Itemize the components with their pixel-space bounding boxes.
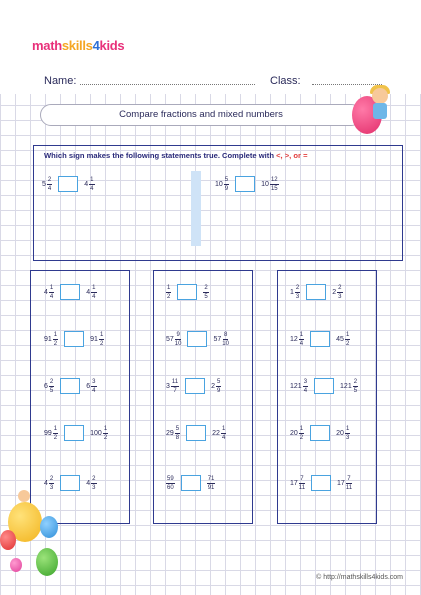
top-exercise-box — [33, 145, 403, 261]
numerator: 5 — [217, 378, 221, 385]
mixed-number — [336, 332, 350, 347]
red-balloon-icon — [0, 530, 16, 550]
answer-box[interactable] — [310, 331, 330, 347]
mixed-number — [44, 332, 58, 347]
fraction — [337, 285, 342, 300]
answer-box[interactable] — [185, 378, 205, 394]
denominator: 15 — [270, 185, 278, 192]
scroll-strip — [191, 171, 201, 246]
denominator: 4 — [221, 434, 226, 441]
whole-part: 17 — [290, 479, 298, 487]
comparison-item — [166, 331, 229, 347]
numerator: 5 — [224, 176, 229, 183]
numerator: 1 — [92, 284, 96, 291]
numerator: 2 — [92, 475, 96, 482]
mixed-number — [290, 332, 304, 347]
fraction — [91, 476, 96, 491]
comparison-item — [290, 425, 350, 441]
whole-part: 12 — [290, 335, 298, 343]
numerator: 1 — [167, 284, 171, 291]
whole-part: 1 — [290, 288, 294, 296]
comparison-item — [215, 176, 279, 192]
mixed-number — [86, 476, 96, 491]
whole-part: 100 — [90, 429, 102, 437]
numerator: 3 — [303, 378, 308, 385]
whole-part: 2 — [332, 288, 337, 296]
fraction — [299, 332, 304, 347]
whole-part: 4 — [86, 479, 91, 487]
logo-skills: skills — [61, 38, 93, 53]
whole-part: 121 — [340, 382, 352, 390]
denominator: 4 — [92, 387, 96, 394]
numerator: 2 — [49, 475, 54, 482]
mixed-number — [290, 426, 304, 441]
denominator: 4 — [299, 340, 304, 347]
comparison-item — [44, 284, 97, 300]
boy-icon — [18, 490, 30, 502]
numerator: 1 — [345, 425, 350, 432]
mixed-number — [86, 285, 96, 300]
fraction — [203, 285, 208, 300]
fraction — [175, 332, 182, 347]
comparison-item — [42, 176, 95, 192]
fraction — [99, 332, 104, 347]
denominator: 11 — [298, 484, 306, 491]
denominator: 10 — [174, 340, 182, 347]
numerator: 1 — [99, 331, 104, 338]
fraction — [221, 426, 226, 441]
answer-box[interactable] — [314, 378, 334, 394]
denominator: 8 — [175, 434, 180, 441]
answer-box[interactable] — [177, 284, 197, 300]
numerator: 1 — [345, 331, 350, 338]
whole-part: 17 — [337, 479, 345, 487]
fraction — [166, 476, 175, 491]
mixed-number — [166, 332, 181, 347]
green-balloon-icon — [36, 548, 58, 576]
fraction — [295, 285, 300, 300]
mixed-number — [212, 426, 226, 441]
numerator: 2 — [204, 284, 208, 291]
answer-box[interactable] — [64, 331, 84, 347]
denominator: 2 — [299, 434, 304, 441]
fraction — [224, 177, 229, 192]
numerator: 1 — [53, 425, 58, 432]
answer-box[interactable] — [58, 176, 78, 192]
denominator: 2 — [167, 293, 171, 300]
numerator: 1 — [53, 331, 58, 338]
mixed-number — [44, 476, 54, 491]
answer-box[interactable] — [64, 425, 84, 441]
fraction — [345, 332, 350, 347]
comparison-item — [166, 284, 209, 300]
worksheet-title: Compare fractions and mixed numbers — [40, 104, 362, 126]
numerator: 59 — [167, 475, 174, 482]
denominator: 3 — [345, 434, 350, 441]
fraction — [49, 476, 54, 491]
numerator: 5 — [175, 425, 180, 432]
logo-4: 4 — [92, 38, 100, 53]
mixed-number — [332, 285, 342, 300]
fraction — [47, 177, 52, 192]
mixed-number — [90, 426, 108, 441]
fraction — [49, 379, 54, 394]
mixed-number — [336, 426, 350, 441]
comparison-item — [290, 475, 352, 491]
logo-math: math — [32, 38, 62, 53]
denominator: 5 — [49, 387, 54, 394]
fraction — [53, 426, 58, 441]
fraction — [53, 332, 58, 347]
denominator: 4 — [90, 185, 94, 192]
whole-part: 91 — [90, 335, 98, 343]
mixed-number — [42, 177, 52, 192]
whole-part: 20 — [290, 429, 298, 437]
comparison-item — [290, 331, 350, 347]
name-field[interactable] — [80, 84, 255, 85]
fraction — [353, 379, 358, 394]
fraction — [346, 476, 352, 491]
whole-part: 4 — [44, 288, 48, 296]
mixed-number — [90, 332, 104, 347]
mixed-number — [290, 476, 305, 491]
numerator: 12 — [270, 176, 278, 183]
mixed-number — [290, 285, 300, 300]
numerator: 71 — [207, 475, 215, 482]
kid-balloons-illustration — [0, 490, 70, 595]
denominator: 2 — [103, 434, 108, 441]
denominator: 4 — [303, 387, 308, 394]
answer-box[interactable] — [235, 176, 255, 192]
whole-part: 91 — [44, 335, 52, 343]
whole-part: 3 — [166, 382, 170, 390]
numerator: 2 — [295, 284, 300, 291]
comparison-item — [44, 475, 97, 491]
whole-part: 4 — [84, 180, 89, 188]
whole-part: 20 — [336, 429, 344, 437]
denominator: 4 — [47, 185, 52, 192]
comparison-item — [166, 378, 221, 394]
header-band — [0, 0, 421, 68]
footer-url: © http://mathskills4kids.com — [316, 574, 403, 581]
fraction — [103, 426, 108, 441]
denominator: 91 — [207, 484, 215, 491]
denominator: 2 — [345, 340, 350, 347]
denominator: 9 — [224, 185, 229, 192]
comparison-item — [44, 425, 108, 441]
mixed-number — [44, 426, 58, 441]
denominator: 4 — [49, 293, 54, 300]
comparison-item — [290, 378, 358, 394]
numerator: 2 — [49, 378, 54, 385]
mixed-number — [166, 285, 171, 300]
comparison-item — [290, 284, 343, 300]
answer-box[interactable] — [186, 425, 206, 441]
whole-part: 4 — [44, 479, 48, 487]
denominator: 2 — [53, 340, 58, 347]
comparison-item — [44, 378, 97, 394]
fraction — [91, 379, 96, 394]
numerator: 1 — [299, 425, 304, 432]
whole-part: 29 — [166, 429, 174, 437]
denominator: 5 — [204, 293, 208, 300]
whole-part: 4 — [86, 288, 91, 296]
mixed-number — [211, 379, 221, 394]
whole-part: 121 — [290, 382, 302, 390]
name-label: Name: — [44, 75, 77, 87]
denominator: 11 — [345, 484, 353, 491]
answer-box[interactable] — [306, 284, 326, 300]
numerator: 1 — [90, 176, 94, 183]
denominator: 2 — [99, 340, 104, 347]
numerator: 9 — [176, 331, 180, 338]
fraction — [270, 177, 279, 192]
numerator: 2 — [353, 378, 358, 385]
whole-part: 45 — [336, 335, 344, 343]
fraction — [175, 426, 180, 441]
instruction-text: Which sign makes the following statements true. Complete with — [44, 151, 274, 160]
numerator: 8 — [223, 331, 228, 338]
whole-part: 6 — [86, 382, 91, 390]
whole-part: 5 — [42, 180, 46, 188]
denominator: 60 — [167, 484, 174, 491]
numerator: 7 — [300, 475, 304, 482]
fraction — [299, 426, 304, 441]
numerator: 2 — [338, 284, 342, 291]
denominator: 3 — [295, 293, 300, 300]
fraction — [91, 285, 96, 300]
instruction — [44, 151, 308, 160]
numerator: 3 — [92, 378, 96, 385]
fraction — [222, 332, 229, 347]
logo-kids: kids — [99, 38, 125, 53]
blue-balloon-icon — [40, 516, 58, 538]
denominator: 10 — [222, 340, 229, 347]
denominator: 3 — [49, 484, 54, 491]
girl-body-icon — [373, 103, 387, 119]
answer-box[interactable] — [310, 425, 330, 441]
mixed-number — [84, 177, 94, 192]
denominator: 2 — [53, 434, 58, 441]
answer-box[interactable] — [187, 331, 207, 347]
mixed-number — [261, 177, 278, 192]
answer-box[interactable] — [311, 475, 331, 491]
mixed-number — [213, 332, 228, 347]
instruction-signs: <, >, or = — [276, 151, 308, 160]
mixed-number — [207, 476, 216, 491]
comparison-item — [166, 425, 226, 441]
girl-icon — [372, 88, 388, 104]
mixed-number — [44, 379, 54, 394]
answer-box[interactable] — [181, 475, 201, 491]
fraction — [207, 476, 216, 491]
mixed-number — [215, 177, 229, 192]
mixed-number — [337, 476, 352, 491]
fraction — [89, 177, 94, 192]
whole-part: 6 — [44, 382, 48, 390]
whole-part: 99 — [44, 429, 52, 437]
numerator: 11 — [171, 378, 179, 385]
numerator: 7 — [347, 475, 351, 482]
logo — [32, 38, 124, 53]
class-field[interactable] — [312, 84, 382, 85]
mixed-number — [44, 285, 54, 300]
numerator: 1 — [299, 331, 304, 338]
answer-box[interactable] — [60, 378, 80, 394]
mixed-number — [340, 379, 358, 394]
comparison-item — [44, 331, 104, 347]
pink-balloon-icon — [10, 558, 22, 572]
denominator: 3 — [338, 293, 342, 300]
answer-box[interactable] — [60, 475, 80, 491]
numerator: 1 — [221, 425, 226, 432]
fraction — [49, 285, 54, 300]
comparison-item — [166, 475, 215, 491]
denominator: 9 — [217, 387, 221, 394]
denominator: 5 — [353, 387, 358, 394]
whole-part: 57 — [213, 335, 222, 343]
class-label: Class: — [270, 75, 301, 87]
denominator: 4 — [92, 293, 96, 300]
whole-part: 22 — [212, 429, 220, 437]
mixed-number — [290, 379, 308, 394]
mixed-number — [166, 426, 180, 441]
numerator: 1 — [49, 284, 54, 291]
mixed-number — [203, 285, 208, 300]
whole-part: 2 — [211, 382, 216, 390]
fraction — [216, 379, 221, 394]
answer-box[interactable] — [60, 284, 80, 300]
mixed-number — [166, 379, 179, 394]
whole-part: 10 — [261, 180, 269, 188]
fraction — [303, 379, 308, 394]
fraction — [166, 285, 171, 300]
fraction — [171, 379, 179, 394]
denominator: 7 — [173, 387, 177, 394]
fraction — [345, 426, 350, 441]
denominator: 3 — [92, 484, 96, 491]
mixed-number — [86, 379, 96, 394]
fraction — [299, 476, 305, 491]
whole-part: 10 — [215, 180, 223, 188]
mixed-number — [166, 476, 175, 491]
numerator: 2 — [47, 176, 52, 183]
whole-part: 57 — [166, 335, 174, 343]
numerator: 1 — [103, 425, 108, 432]
